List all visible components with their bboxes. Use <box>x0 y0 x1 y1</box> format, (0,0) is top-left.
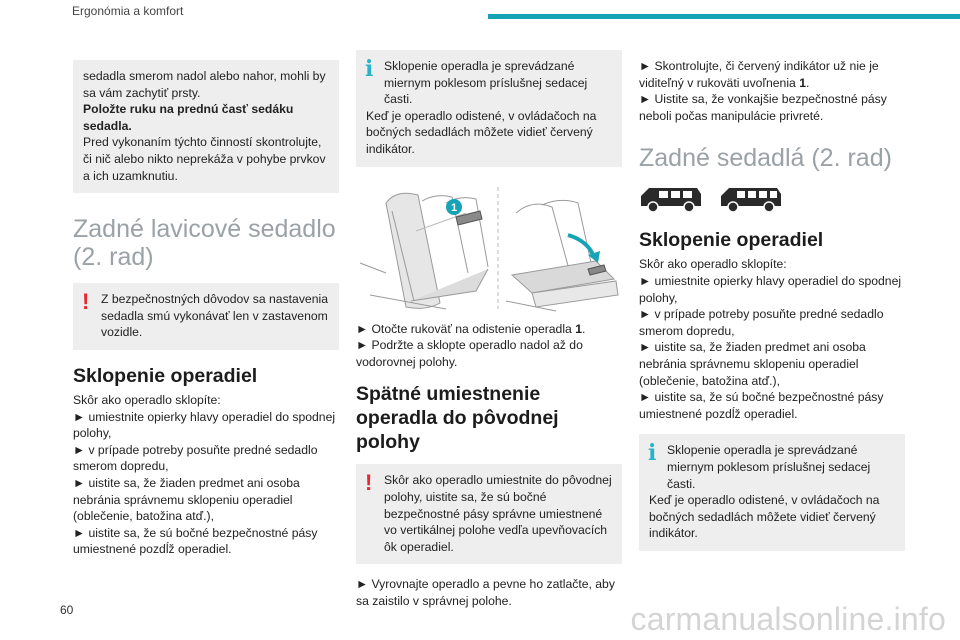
step-item: ► v prípade potreby posuňte predné sedadlo smerom dopredu, <box>73 442 318 474</box>
column-3 <box>639 50 905 551</box>
info-text: Keď je operadlo odistené, v ovládačoch na bočných sedadlách môžete vidieť červený indikátor. <box>366 108 597 156</box>
subsection-title: Sklopenie operadiel <box>73 364 258 387</box>
step-item: ► uistite sa, že žiaden predmet ani osoba nebránia správnemu sklopeniu operadiel (oblečenie, batožina atď.), <box>73 475 300 524</box>
warning-box <box>73 283 339 350</box>
intro-text: Skôr ako operadlo sklopíte: <box>639 257 787 272</box>
step-item: ► Podržte a sklopte operadlo nadol až do vodorovnej polohy. <box>356 338 583 369</box>
info-icon: i <box>648 440 657 467</box>
warning-box <box>356 464 622 564</box>
step-item: ► uistite sa, že sú bočné bezpečnostné pásy umiestnené pozdĺž operadiel. <box>73 525 318 557</box>
callout-number: 1 <box>450 201 458 214</box>
warning-icon: ! <box>365 470 373 496</box>
seat-illustration-svg <box>356 183 622 313</box>
subsection-title: Spätné umiestnenie operadla do pôvodnej polohy <box>356 383 559 454</box>
info-icon: i <box>365 56 374 82</box>
info-text: Sklopenie operadla je sprevádzané miernym poklesom príslušnej sedacej časti. <box>384 59 588 107</box>
section-title: Zadné lavicové sedadlo (2. rad) <box>73 215 336 272</box>
seat-upright-drawing <box>360 193 488 309</box>
warning-icon: ! <box>82 289 90 315</box>
note-line: sedadla smerom nadol alebo nahor, mohli by sa vám zachytiť prsty. <box>83 69 326 100</box>
step-item: ► Otočte rukoväť na odistenie operadla 1. <box>356 321 586 336</box>
step-item: ► Uistite sa, že vonkajšie bezpečnostné pásy neboli počas manipulácie privreté. <box>639 92 887 123</box>
step-item: ► v prípade potreby posuňte predné sedadlo smerom dopredu, <box>639 307 884 338</box>
info-text: Sklopenie operadla je sprevádzané miernym poklesom príslušnej sedacej časti. <box>667 443 871 491</box>
page-number: 60 <box>60 603 74 617</box>
section-title: Zadné sedadlá (2. rad) <box>639 144 892 173</box>
info-box <box>356 50 622 167</box>
vehicle-variant-icons <box>639 184 905 214</box>
note-bold: Položte ruku na prednú časť sedáku sedadla. <box>83 102 294 133</box>
step-item: ► umiestnite opierky hlavy operadiel do spodnej polohy, <box>73 409 336 441</box>
caution-note-box <box>73 60 339 193</box>
van-icon <box>639 184 703 214</box>
step-item: ► Skontrolujte, či červený indikátor už nie je viditeľný v rukoväti uvoľnenia 1. <box>639 59 879 90</box>
van-long-icon <box>719 184 783 214</box>
warning-text: Skôr ako operadlo umiestnite do pôvodnej polohy, uistite sa, že sú bočné bezpečnostné pásy správne umiestnené vo vertikálnej polohe vedľa upevňovacích ôk operadiel. <box>384 473 612 554</box>
step-item: ► uistite sa, že sú bočné bezpečnostné pásy umiestnené pozdĺž operadiel. <box>639 390 884 421</box>
seat-fold-illustration <box>356 183 622 313</box>
info-text: Keď je operadlo odistené, v ovládačoch na bočných sedadlách môžete vidieť červený indikátor. <box>649 493 880 541</box>
seat-folded-drawing <box>506 200 618 311</box>
step-item: ► umiestnite opierky hlavy operadiel do spodnej polohy, <box>639 273 902 305</box>
watermark: carmanualsonline.info <box>630 601 946 637</box>
subsection-title: Sklopenie operadiel <box>639 229 824 252</box>
fold-arrow-icon <box>568 235 594 257</box>
column-2 <box>356 50 622 610</box>
step-item: ► Vyrovnajte operadlo a pevne ho zatlačte, aby sa zaistilo v správnej polohe. <box>356 577 615 608</box>
step-item: ► uistite sa, že žiaden predmet ani osoba nebránia správnemu sklopeniu operadiel (oblečenie, batožina atď.), <box>639 340 866 388</box>
page-header-title: Ergonómia a komfort <box>72 4 184 18</box>
header-accent-bar <box>488 14 960 19</box>
warning-text: Z bezpečnostných dôvodov sa nastavenia sedadla smú vykonávať len v zastavenom vozidle. <box>101 292 328 340</box>
intro-text: Skôr ako operadlo sklopíte: <box>73 392 221 407</box>
info-box <box>639 434 905 551</box>
column-1 <box>73 50 339 558</box>
note-after: Pred vykonaním týchto činností skontrolujte, či nič alebo nikto neprekáža v pohybe prvkov a ich uzamknutiu. <box>83 135 326 183</box>
